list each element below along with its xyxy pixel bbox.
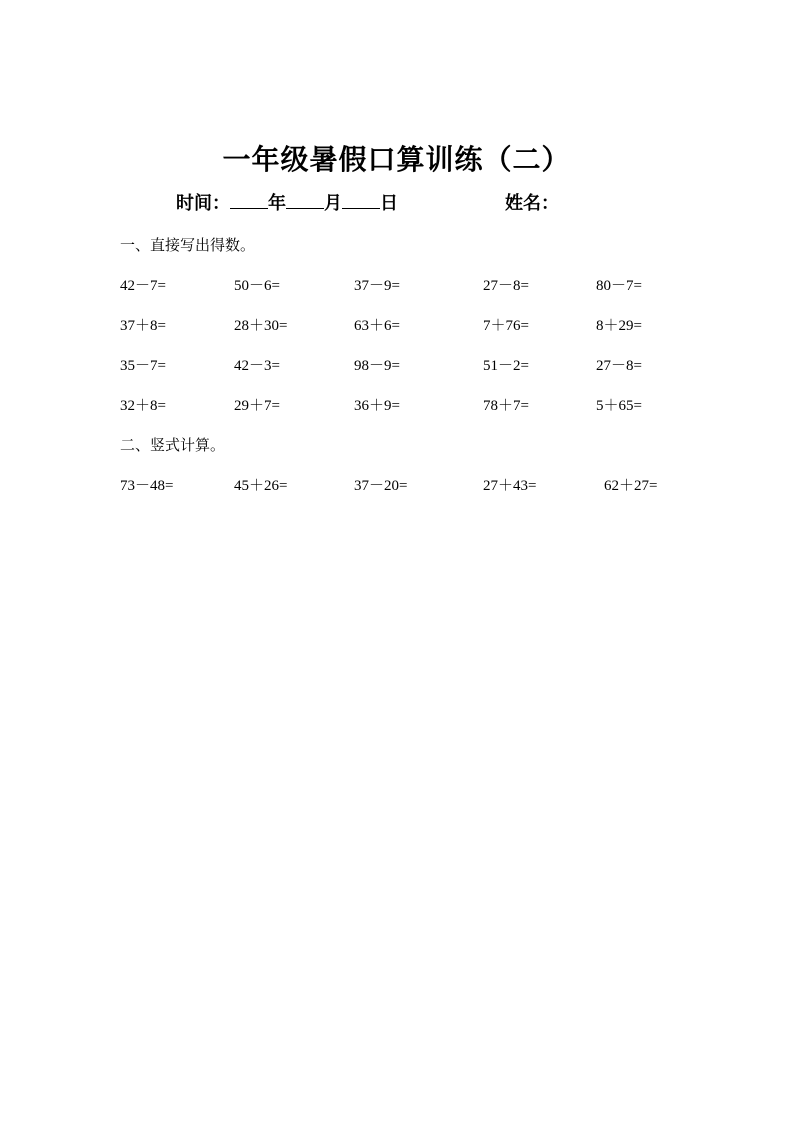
problem: 51－2=	[483, 358, 529, 374]
problem: 73－48=	[120, 478, 174, 494]
problem: 28＋30=	[234, 318, 288, 334]
problem: 32＋8=	[120, 398, 166, 414]
problem-row-3	[0, 354, 793, 374]
problem: 37－20=	[354, 478, 408, 494]
section-1-title: 一、直接写出得数。	[120, 236, 256, 254]
name-field	[505, 189, 559, 215]
problem: 7＋76=	[483, 318, 529, 334]
year-label: 年	[268, 193, 286, 214]
problem-row-2	[0, 314, 793, 334]
problem: 27＋43=	[483, 478, 537, 494]
problem: 37－9=	[354, 278, 400, 294]
problem: 63＋6=	[354, 318, 400, 334]
problem: 62＋27=	[604, 478, 658, 494]
problem: 8＋29=	[596, 318, 642, 334]
day-label: 日	[380, 193, 398, 214]
section-2-title: 二、竖式计算。	[120, 436, 226, 454]
problem: 36＋9=	[354, 398, 400, 414]
vertical-calc-row	[0, 474, 793, 494]
problem: 35－7=	[120, 358, 166, 374]
problem: 98－9=	[354, 358, 400, 374]
problem-row-1	[0, 274, 793, 294]
problem-row-4	[0, 394, 793, 414]
problem: 50－6=	[234, 278, 280, 294]
month-blank[interactable]	[286, 192, 324, 209]
problem: 78＋7=	[483, 398, 529, 414]
month-label: 月	[324, 193, 342, 214]
worksheet-title: 一年级暑假口算训练（二）	[222, 143, 571, 176]
time-label: 时间：	[176, 193, 230, 214]
problem: 80－7=	[596, 278, 642, 294]
problem: 5＋65=	[596, 398, 642, 414]
year-blank[interactable]	[230, 192, 268, 209]
problem: 27－8=	[483, 278, 529, 294]
problem: 27－8=	[596, 358, 642, 374]
date-line	[176, 189, 398, 215]
day-blank[interactable]	[342, 192, 380, 209]
problem: 45＋26=	[234, 478, 288, 494]
name-label: 姓名：	[505, 193, 559, 214]
problem: 29＋7=	[234, 398, 280, 414]
problem: 42－7=	[120, 278, 166, 294]
problem: 42－3=	[234, 358, 280, 374]
problem: 37＋8=	[120, 318, 166, 334]
